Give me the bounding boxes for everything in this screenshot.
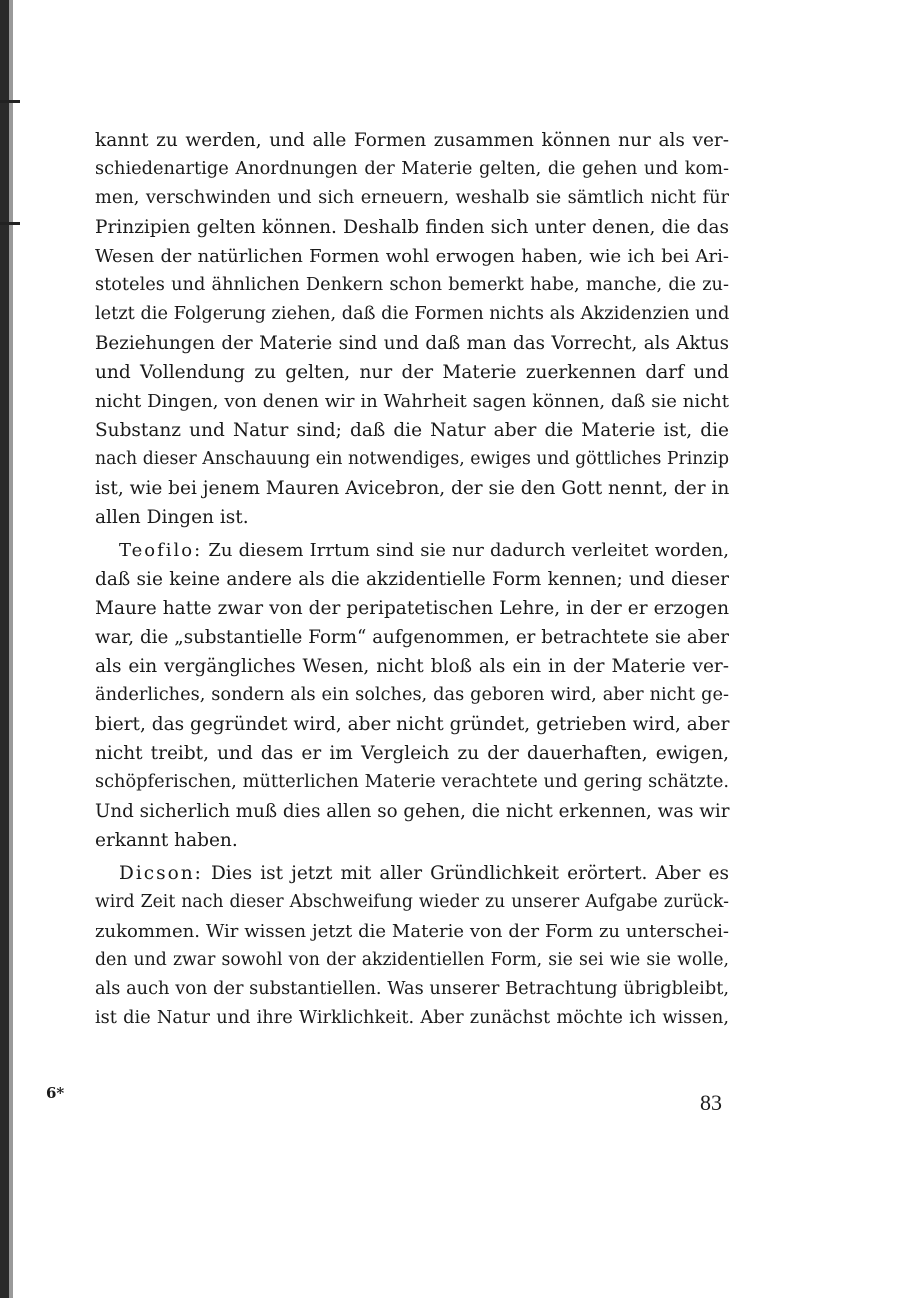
text-line: erkannt haben. [95,830,238,851]
text-line: zukommen. Wir wissen jetzt die Materie von der Form zu unterschei- [95,921,729,942]
paragraph-2 [95,536,729,855]
text-line [95,859,729,888]
text-segment: Dies ist jetzt mit aller Gründlichkeit erörtert. Aber es [202,863,729,884]
binding-shadow-soft [9,0,13,1298]
text-line: war, die „substantielle Form“ aufgenommen, er betrachtete sie aber [95,627,729,648]
text-line: letzt die Folgerung ziehen, daß die Formen nichts als Akzidenzien und [95,304,730,324]
binding-mark [0,222,20,225]
text-line: als ein vergängliches Wesen, nicht bloß als ein in der Materie ver- [95,656,729,677]
text-line: und Vollendung zu gelten, nur der Materie zuerkennen darf und [95,362,729,383]
text-line: schöpferischen, mütterlichen Materie verachtete und gering schätzte. [95,772,729,792]
text-line: daß sie keine andere als die akzidentielle Form kennen; und dieser [95,569,729,590]
text-segment: Zu diesem Irrtum sind sie nur dadurch verleitet worden, [202,540,729,561]
speaker-name: Dicson: [119,863,203,884]
text-line: nicht Dingen, von denen wir in Wahrheit sagen können, daß sie nicht [95,391,729,412]
text-line: Prinzipien gelten können. Deshalb finden sich unter denen, die das [95,217,729,238]
text-line: Und sicherlich muß dies allen so gehen, die nicht erkennen, was wir [95,801,730,822]
text-line: den und zwar sowohl von der akzidentiellen Form, sie sei wie sie wolle, [95,950,729,970]
text-line: ist, wie bei jenem Mauren Avicebron, der sie den Gott nennt, der in [95,478,730,499]
text-line: schiedenartige Anordnungen der Materie gelten, die gehen und kom- [95,159,729,179]
text-line: nach dieser Anschauung ein notwendiges, ewiges und göttliches Prinzip [95,449,729,469]
text-line: biert, das gegründet wird, aber nicht gründet, getrieben wird, aber [95,714,730,735]
signature-mark: 6* [46,1084,65,1102]
text-line: Maure hatte zwar von der peripatetischen Lehre, in der er erzogen [95,598,729,619]
paragraph-1 [95,126,729,532]
text-line: als auch von der substantiellen. Was unserer Betrachtung übrigbleibt, [95,979,729,999]
text-line: Substanz und Natur sind; daß die Natur aber die Materie ist, die [95,420,729,441]
text-line: änderliches, sondern als ein solches, das geboren wird, aber nicht ge- [95,685,729,705]
speaker-name: Teofilo: [119,540,203,561]
text-line [95,536,729,565]
text-line: Beziehungen der Materie sind und daß man das Vorrecht, als Aktus [95,333,729,354]
text-line: men, verschwinden und sich erneuern, weshalb sie sämtlich nicht für [95,188,729,208]
text-line: stoteles und ähnlichen Denkern schon bemerkt habe, manche, die zu- [95,275,729,295]
page-number: 83 [700,1090,722,1115]
text-line: nicht treibt, und das er im Vergleich zu der dauerhaften, ewigen, [95,743,729,764]
body-text [95,126,729,1033]
text-line: wird Zeit nach dieser Abschweifung wieder zu unserer Aufgabe zurück- [95,892,729,912]
text-line: ist die Natur und ihre Wirklichkeit. Aber zunächst möchte ich wissen, [95,1008,729,1028]
text-line: allen Dingen ist. [95,507,249,528]
text-line: Wesen der natürlichen Formen wohl erwogen haben, wie ich bei Ari- [95,246,729,267]
binding-mark [0,100,20,103]
paragraph-3 [95,859,729,1033]
binding-shadow [0,0,9,1298]
text-line: kannt zu werden, und alle Formen zusammen können nur als ver- [95,130,729,151]
